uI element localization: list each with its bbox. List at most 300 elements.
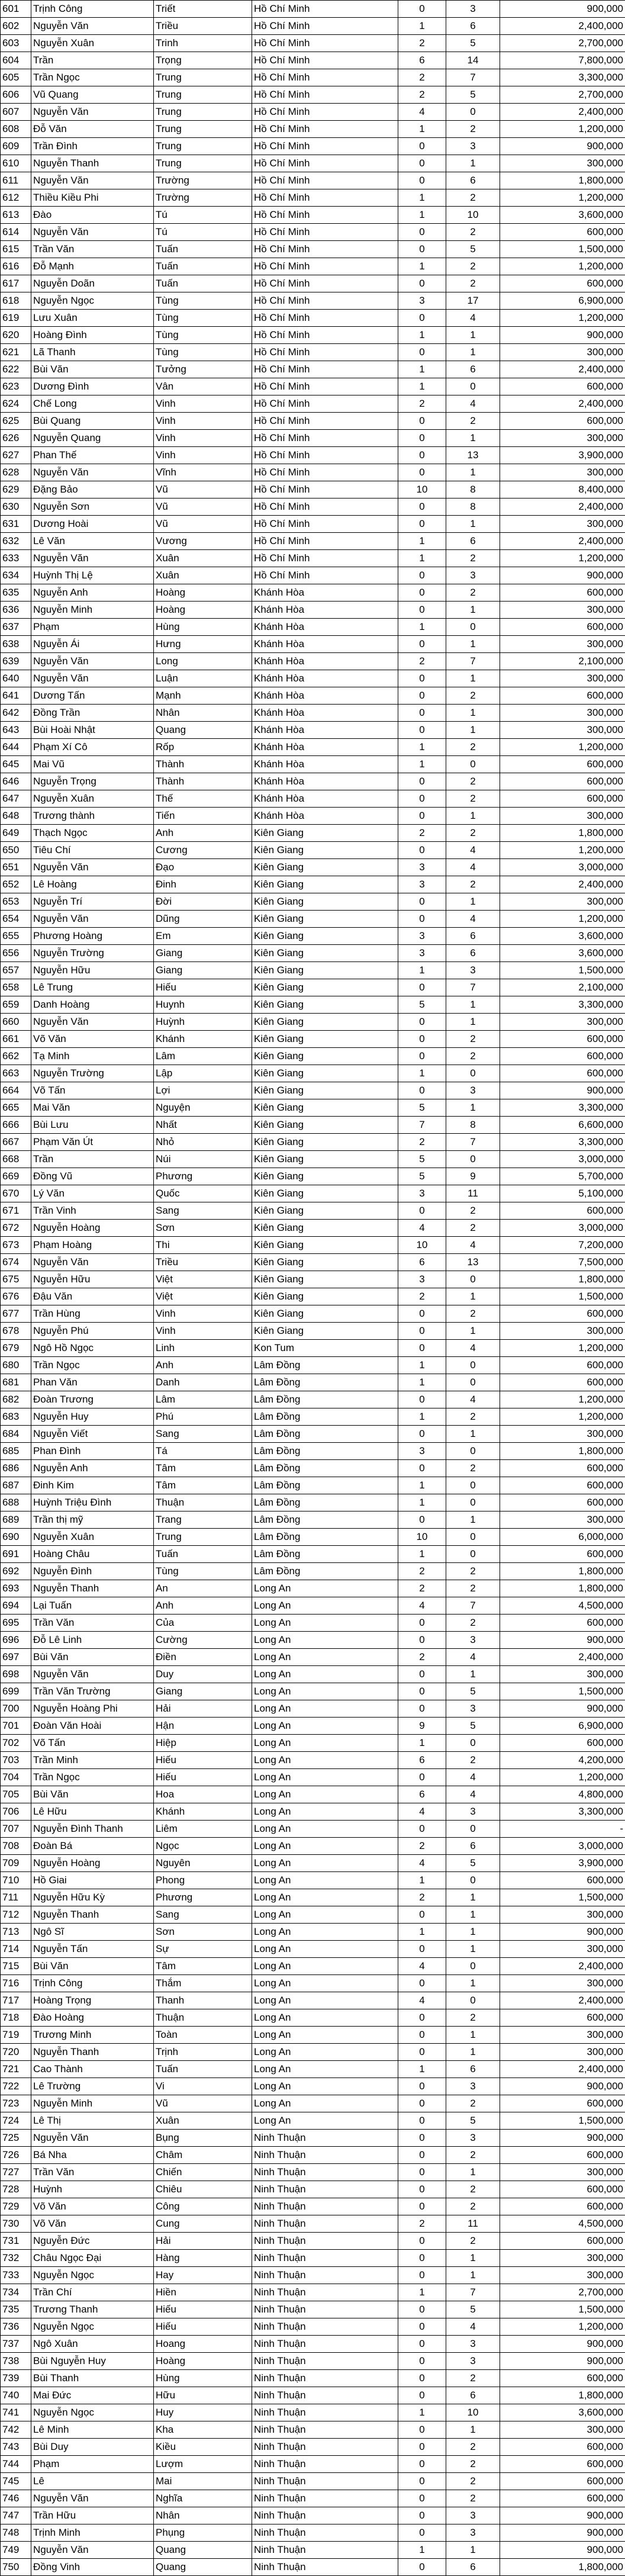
last-name-cell[interactable]: Đoàn Bá [31, 1838, 154, 1855]
count-b-cell[interactable]: 2 [446, 2439, 500, 2456]
count-a-cell[interactable]: 0 [398, 2027, 446, 2044]
first-name-cell[interactable]: Quốc [154, 1185, 252, 1202]
row-number-cell[interactable]: 606 [1, 86, 31, 104]
count-a-cell[interactable]: 6 [398, 1752, 446, 1769]
row-number-cell[interactable]: 607 [1, 104, 31, 121]
row-number-cell[interactable]: 730 [1, 2215, 31, 2233]
count-b-cell[interactable]: 0 [446, 1529, 500, 1546]
row-number-cell[interactable]: 653 [1, 893, 31, 911]
count-b-cell[interactable]: 1 [446, 1975, 500, 1992]
count-a-cell[interactable]: 1 [398, 1546, 446, 1563]
last-name-cell[interactable]: Lê Hữu [31, 1803, 154, 1821]
count-a-cell[interactable]: 0 [398, 310, 446, 327]
row-number-cell[interactable]: 669 [1, 1168, 31, 1185]
amount-cell[interactable]: 2,400,000 [500, 1649, 625, 1666]
amount-cell[interactable]: 2,100,000 [500, 979, 625, 996]
last-name-cell[interactable]: Nguyễn Đức [31, 2233, 154, 2250]
row-number-cell[interactable]: 690 [1, 1529, 31, 1546]
first-name-cell[interactable]: Kha [154, 2421, 252, 2439]
amount-cell[interactable]: 6,600,000 [500, 1117, 625, 1134]
row-number-cell[interactable]: 732 [1, 2250, 31, 2267]
first-name-cell[interactable]: Trang [154, 1511, 252, 1529]
row-number-cell[interactable]: 735 [1, 2301, 31, 2318]
count-b-cell[interactable]: 2 [446, 2456, 500, 2473]
count-a-cell[interactable]: 0 [398, 911, 446, 928]
first-name-cell[interactable]: Đời [154, 893, 252, 911]
province-cell[interactable]: Kiên Giang [252, 1151, 398, 1168]
count-b-cell[interactable]: 0 [446, 1494, 500, 1511]
last-name-cell[interactable]: Nguyễn Xuân [31, 35, 154, 52]
count-b-cell[interactable]: 11 [446, 1185, 500, 1202]
count-a-cell[interactable]: 0 [398, 464, 446, 481]
amount-cell[interactable]: 3,900,000 [500, 447, 625, 464]
first-name-cell[interactable]: Giang [154, 1683, 252, 1700]
count-a-cell[interactable]: 0 [398, 2456, 446, 2473]
last-name-cell[interactable]: Phạm [31, 619, 154, 636]
last-name-cell[interactable]: Bùi Nguyễn Huy [31, 2353, 154, 2370]
count-a-cell[interactable]: 0 [398, 1391, 446, 1408]
count-a-cell[interactable]: 4 [398, 1958, 446, 1975]
count-a-cell[interactable]: 3 [398, 292, 446, 310]
last-name-cell[interactable]: Nguyễn Văn [31, 18, 154, 35]
count-b-cell[interactable]: 1 [446, 1941, 500, 1958]
row-number-cell[interactable]: 685 [1, 1443, 31, 1460]
row-number-cell[interactable]: 697 [1, 1649, 31, 1666]
first-name-cell[interactable]: Sang [154, 1202, 252, 1220]
count-b-cell[interactable]: 10 [446, 2404, 500, 2421]
amount-cell[interactable]: 4,500,000 [500, 2215, 625, 2233]
last-name-cell[interactable]: Phương Hoàng [31, 928, 154, 945]
amount-cell[interactable]: 900,000 [500, 327, 625, 344]
province-cell[interactable]: Ninh Thuận [252, 2147, 398, 2164]
first-name-cell[interactable]: Quang [154, 2559, 252, 2576]
last-name-cell[interactable]: Trần thị mỹ [31, 1511, 154, 1529]
row-number-cell[interactable]: 615 [1, 241, 31, 258]
province-cell[interactable]: Ninh Thuận [252, 2370, 398, 2387]
amount-cell[interactable]: 1,200,000 [500, 1408, 625, 1426]
province-cell[interactable]: Long An [252, 1838, 398, 1855]
count-b-cell[interactable]: 6 [446, 533, 500, 550]
last-name-cell[interactable]: Đậu Văn [31, 1288, 154, 1305]
row-number-cell[interactable]: 657 [1, 962, 31, 979]
first-name-cell[interactable]: Ngọc [154, 1838, 252, 1855]
count-b-cell[interactable]: 1 [446, 2421, 500, 2439]
province-cell[interactable]: Ninh Thuận [252, 2387, 398, 2404]
province-cell[interactable]: Hồ Chí Minh [252, 172, 398, 189]
last-name-cell[interactable]: Trần Văn [31, 2164, 154, 2181]
amount-cell[interactable]: 600,000 [500, 2490, 625, 2507]
amount-cell[interactable]: 300,000 [500, 670, 625, 687]
province-cell[interactable]: Kiên Giang [252, 1048, 398, 1065]
count-b-cell[interactable]: 1 [446, 893, 500, 911]
first-name-cell[interactable]: Tùng [154, 310, 252, 327]
amount-cell[interactable]: 600,000 [500, 619, 625, 636]
count-b-cell[interactable]: 1 [446, 430, 500, 447]
count-b-cell[interactable]: 1 [446, 516, 500, 533]
count-b-cell[interactable]: 4 [446, 310, 500, 327]
row-number-cell[interactable]: 700 [1, 1700, 31, 1718]
last-name-cell[interactable]: Nguyễn Ngọc [31, 2267, 154, 2284]
row-number-cell[interactable]: 679 [1, 1340, 31, 1357]
last-name-cell[interactable]: Lưu Xuân [31, 310, 154, 327]
count-b-cell[interactable]: 3 [446, 1700, 500, 1718]
amount-cell[interactable]: 600,000 [500, 1031, 625, 1048]
province-cell[interactable]: Lâm Đồng [252, 1443, 398, 1460]
count-b-cell[interactable]: 2 [446, 224, 500, 241]
province-cell[interactable]: Kiên Giang [252, 979, 398, 996]
province-cell[interactable]: Khánh Hòa [252, 722, 398, 739]
count-a-cell[interactable]: 0 [398, 499, 446, 516]
row-number-cell[interactable]: 717 [1, 1992, 31, 2009]
row-number-cell[interactable]: 739 [1, 2370, 31, 2387]
row-number-cell[interactable]: 608 [1, 121, 31, 138]
first-name-cell[interactable]: Vĩnh [154, 464, 252, 481]
row-number-cell[interactable]: 750 [1, 2559, 31, 2576]
amount-cell[interactable]: 3,300,000 [500, 996, 625, 1014]
amount-cell[interactable]: 600,000 [500, 584, 625, 602]
first-name-cell[interactable]: Vũ [154, 481, 252, 499]
amount-cell[interactable]: 1,200,000 [500, 1769, 625, 1786]
row-number-cell[interactable]: 680 [1, 1357, 31, 1374]
count-b-cell[interactable]: 0 [446, 1271, 500, 1288]
province-cell[interactable]: Kiên Giang [252, 1254, 398, 1271]
last-name-cell[interactable]: Nguyễn Tấn [31, 1941, 154, 1958]
count-b-cell[interactable]: 2 [446, 550, 500, 567]
amount-cell[interactable]: 2,700,000 [500, 2284, 625, 2301]
count-b-cell[interactable]: 2 [446, 1615, 500, 1632]
count-a-cell[interactable]: 0 [398, 1975, 446, 1992]
province-cell[interactable]: Lâm Đồng [252, 1408, 398, 1426]
count-b-cell[interactable]: 1 [446, 2250, 500, 2267]
last-name-cell[interactable]: Nguyễn Đình Thanh [31, 1821, 154, 1838]
row-number-cell[interactable]: 716 [1, 1975, 31, 1992]
province-cell[interactable]: Hồ Chí Minh [252, 344, 398, 361]
last-name-cell[interactable]: Trần [31, 52, 154, 69]
row-number-cell[interactable]: 660 [1, 1014, 31, 1031]
count-b-cell[interactable]: 1 [446, 636, 500, 653]
amount-cell[interactable]: 1,500,000 [500, 1683, 625, 1700]
count-a-cell[interactable]: 1 [398, 1735, 446, 1752]
province-cell[interactable]: Hồ Chí Minh [252, 104, 398, 121]
province-cell[interactable]: Ninh Thuận [252, 2524, 398, 2542]
province-cell[interactable]: Lâm Đồng [252, 1563, 398, 1580]
row-number-cell[interactable]: 709 [1, 1855, 31, 1872]
last-name-cell[interactable]: Bùi Hoài Nhật [31, 722, 154, 739]
count-b-cell[interactable]: 1 [446, 722, 500, 739]
count-a-cell[interactable]: 0 [398, 1082, 446, 1099]
amount-cell[interactable]: 300,000 [500, 2164, 625, 2181]
first-name-cell[interactable]: Việt [154, 1288, 252, 1305]
count-b-cell[interactable]: 0 [446, 1357, 500, 1374]
first-name-cell[interactable]: Sang [154, 1426, 252, 1443]
count-a-cell[interactable]: 0 [398, 687, 446, 705]
count-a-cell[interactable]: 0 [398, 2078, 446, 2095]
province-cell[interactable]: Ninh Thuận [252, 2233, 398, 2250]
count-b-cell[interactable]: 3 [446, 2078, 500, 2095]
count-a-cell[interactable]: 0 [398, 1700, 446, 1718]
row-number-cell[interactable]: 626 [1, 430, 31, 447]
amount-cell[interactable]: 600,000 [500, 790, 625, 808]
count-b-cell[interactable]: 2 [446, 790, 500, 808]
last-name-cell[interactable]: Nguyễn Anh [31, 584, 154, 602]
row-number-cell[interactable]: 634 [1, 567, 31, 584]
count-b-cell[interactable]: 2 [446, 1563, 500, 1580]
first-name-cell[interactable]: Hiệp [154, 1735, 252, 1752]
first-name-cell[interactable]: Vương [154, 533, 252, 550]
last-name-cell[interactable]: Dương Tấn [31, 687, 154, 705]
first-name-cell[interactable]: Linh [154, 1340, 252, 1357]
amount-cell[interactable]: 600,000 [500, 1374, 625, 1391]
province-cell[interactable]: Lâm Đồng [252, 1391, 398, 1408]
last-name-cell[interactable]: Bùi Văn [31, 1958, 154, 1975]
row-number-cell[interactable]: 674 [1, 1254, 31, 1271]
province-cell[interactable]: Hồ Chí Minh [252, 258, 398, 275]
row-number-cell[interactable]: 723 [1, 2095, 31, 2112]
amount-cell[interactable]: 900,000 [500, 1632, 625, 1649]
row-number-cell[interactable]: 707 [1, 1821, 31, 1838]
count-b-cell[interactable]: 7 [446, 1597, 500, 1615]
province-cell[interactable]: Long An [252, 2095, 398, 2112]
province-cell[interactable]: Long An [252, 1769, 398, 1786]
last-name-cell[interactable]: Nguyễn Trường [31, 945, 154, 962]
row-number-cell[interactable]: 740 [1, 2387, 31, 2404]
count-b-cell[interactable]: 7 [446, 979, 500, 996]
count-b-cell[interactable]: 0 [446, 1477, 500, 1494]
province-cell[interactable]: Ninh Thuận [252, 2421, 398, 2439]
province-cell[interactable]: Hồ Chí Minh [252, 241, 398, 258]
amount-cell[interactable]: 1,500,000 [500, 1288, 625, 1305]
row-number-cell[interactable]: 662 [1, 1048, 31, 1065]
amount-cell[interactable]: 1,200,000 [500, 550, 625, 567]
row-number-cell[interactable]: 681 [1, 1374, 31, 1391]
count-b-cell[interactable]: 1 [446, 808, 500, 825]
province-cell[interactable]: Kiên Giang [252, 1134, 398, 1151]
last-name-cell[interactable]: Nguyễn Sơn [31, 499, 154, 516]
count-a-cell[interactable]: 2 [398, 1889, 446, 1906]
count-b-cell[interactable]: 6 [446, 1838, 500, 1855]
amount-cell[interactable]: 300,000 [500, 2421, 625, 2439]
count-b-cell[interactable]: 3 [446, 2130, 500, 2147]
amount-cell[interactable]: 1,500,000 [500, 2301, 625, 2318]
row-number-cell[interactable]: 631 [1, 516, 31, 533]
last-name-cell[interactable]: Bùi Duy [31, 2439, 154, 2456]
amount-cell[interactable]: 1,200,000 [500, 842, 625, 859]
amount-cell[interactable]: 600,000 [500, 1494, 625, 1511]
row-number-cell[interactable]: 648 [1, 808, 31, 825]
province-cell[interactable]: Ninh Thuận [252, 2559, 398, 2576]
row-number-cell[interactable]: 749 [1, 2542, 31, 2559]
amount-cell[interactable]: 300,000 [500, 344, 625, 361]
last-name-cell[interactable]: Phan Văn [31, 1374, 154, 1391]
count-a-cell[interactable]: 0 [398, 2336, 446, 2353]
count-a-cell[interactable]: 0 [398, 1769, 446, 1786]
count-a-cell[interactable]: 9 [398, 1718, 446, 1735]
last-name-cell[interactable]: Đồng Trần [31, 705, 154, 722]
amount-cell[interactable]: 1,200,000 [500, 739, 625, 756]
count-a-cell[interactable]: 6 [398, 1254, 446, 1271]
count-b-cell[interactable]: 1 [446, 344, 500, 361]
count-a-cell[interactable]: 2 [398, 825, 446, 842]
last-name-cell[interactable]: Trịnh Công [31, 1, 154, 18]
count-b-cell[interactable]: 6 [446, 928, 500, 945]
amount-cell[interactable]: 300,000 [500, 602, 625, 619]
last-name-cell[interactable]: Nguyễn Ngọc [31, 2404, 154, 2421]
count-a-cell[interactable]: 0 [398, 808, 446, 825]
count-b-cell[interactable]: 1 [446, 1323, 500, 1340]
count-b-cell[interactable]: 2 [446, 2147, 500, 2164]
last-name-cell[interactable]: Nguyễn Văn [31, 653, 154, 670]
row-number-cell[interactable]: 629 [1, 481, 31, 499]
count-a-cell[interactable]: 3 [398, 945, 446, 962]
province-cell[interactable]: Ninh Thuận [252, 2353, 398, 2370]
amount-cell[interactable]: 2,400,000 [500, 533, 625, 550]
last-name-cell[interactable]: Trần Hữu [31, 2507, 154, 2524]
count-b-cell[interactable]: 7 [446, 653, 500, 670]
count-a-cell[interactable]: 0 [398, 2318, 446, 2336]
count-a-cell[interactable]: 1 [398, 258, 446, 275]
count-b-cell[interactable]: 0 [446, 619, 500, 636]
province-cell[interactable]: Ninh Thuận [252, 2336, 398, 2353]
count-b-cell[interactable]: 4 [446, 1786, 500, 1803]
first-name-cell[interactable]: Lợi [154, 1082, 252, 1099]
count-b-cell[interactable]: 2 [446, 2473, 500, 2490]
last-name-cell[interactable]: Ngô Sĩ [31, 1924, 154, 1941]
first-name-cell[interactable]: Dũng [154, 911, 252, 928]
row-number-cell[interactable]: 650 [1, 842, 31, 859]
first-name-cell[interactable]: Phụng [154, 2524, 252, 2542]
count-b-cell[interactable]: 1 [446, 2027, 500, 2044]
first-name-cell[interactable]: Nhỏ [154, 1134, 252, 1151]
row-number-cell[interactable]: 644 [1, 739, 31, 756]
first-name-cell[interactable]: Hiếu [154, 1769, 252, 1786]
count-a-cell[interactable]: 0 [398, 1031, 446, 1048]
last-name-cell[interactable]: Ngô Hồ Ngọc [31, 1340, 154, 1357]
first-name-cell[interactable]: Tâm [154, 1477, 252, 1494]
province-cell[interactable]: Lâm Đồng [252, 1494, 398, 1511]
count-b-cell[interactable]: 1 [446, 1288, 500, 1305]
amount-cell[interactable]: 600,000 [500, 2370, 625, 2387]
province-cell[interactable]: Long An [252, 2009, 398, 2027]
first-name-cell[interactable]: Vinh [154, 430, 252, 447]
first-name-cell[interactable]: Sang [154, 1906, 252, 1924]
count-b-cell[interactable]: 13 [446, 1254, 500, 1271]
count-b-cell[interactable]: 4 [446, 1769, 500, 1786]
row-number-cell[interactable]: 630 [1, 499, 31, 516]
province-cell[interactable]: Long An [252, 1752, 398, 1769]
first-name-cell[interactable]: Đinh [154, 876, 252, 893]
count-b-cell[interactable]: 3 [446, 1632, 500, 1649]
province-cell[interactable]: Khánh Hòa [252, 653, 398, 670]
first-name-cell[interactable]: An [154, 1580, 252, 1597]
count-a-cell[interactable]: 10 [398, 1529, 446, 1546]
count-b-cell[interactable]: 2 [446, 2370, 500, 2387]
amount-cell[interactable]: 300,000 [500, 2044, 625, 2061]
count-b-cell[interactable]: 7 [446, 2284, 500, 2301]
province-cell[interactable]: Kiên Giang [252, 911, 398, 928]
last-name-cell[interactable]: Võ Văn [31, 2198, 154, 2215]
first-name-cell[interactable]: Tuấn [154, 241, 252, 258]
province-cell[interactable]: Long An [252, 1718, 398, 1735]
amount-cell[interactable]: 300,000 [500, 155, 625, 172]
first-name-cell[interactable]: Phương [154, 1889, 252, 1906]
row-number-cell[interactable]: 699 [1, 1683, 31, 1700]
count-a-cell[interactable]: 0 [398, 1821, 446, 1838]
last-name-cell[interactable]: Đồng Vinh [31, 2559, 154, 2576]
first-name-cell[interactable]: Mạnh [154, 687, 252, 705]
count-a-cell[interactable]: 3 [398, 1185, 446, 1202]
province-cell[interactable]: Kiên Giang [252, 1220, 398, 1237]
first-name-cell[interactable]: Sơn [154, 1220, 252, 1237]
last-name-cell[interactable]: Huỳnh Thị Lệ [31, 567, 154, 584]
row-number-cell[interactable]: 613 [1, 207, 31, 224]
amount-cell[interactable]: 2,400,000 [500, 2061, 625, 2078]
last-name-cell[interactable]: Trần [31, 1151, 154, 1168]
count-b-cell[interactable]: 1 [446, 2542, 500, 2559]
last-name-cell[interactable]: Hồ Giai [31, 1872, 154, 1889]
first-name-cell[interactable]: Lượm [154, 2456, 252, 2473]
first-name-cell[interactable]: Toàn [154, 2027, 252, 2044]
province-cell[interactable]: Hồ Chí Minh [252, 52, 398, 69]
count-b-cell[interactable]: 5 [446, 86, 500, 104]
row-number-cell[interactable]: 637 [1, 619, 31, 636]
count-b-cell[interactable]: 0 [446, 1872, 500, 1889]
province-cell[interactable]: Hồ Chí Minh [252, 207, 398, 224]
row-number-cell[interactable]: 624 [1, 395, 31, 413]
amount-cell[interactable]: 600,000 [500, 2095, 625, 2112]
count-b-cell[interactable]: 2 [446, 584, 500, 602]
count-a-cell[interactable]: 1 [398, 1924, 446, 1941]
count-b-cell[interactable]: 3 [446, 962, 500, 979]
count-b-cell[interactable]: 8 [446, 481, 500, 499]
amount-cell[interactable]: 3,600,000 [500, 945, 625, 962]
province-cell[interactable]: Long An [252, 1786, 398, 1803]
province-cell[interactable]: Khánh Hòa [252, 670, 398, 687]
province-cell[interactable]: Long An [252, 1580, 398, 1597]
last-name-cell[interactable]: Châu Ngọc Đại [31, 2250, 154, 2267]
amount-cell[interactable]: 300,000 [500, 1511, 625, 1529]
first-name-cell[interactable]: Trọng [154, 52, 252, 69]
province-cell[interactable]: Long An [252, 1872, 398, 1889]
amount-cell[interactable]: 600,000 [500, 1202, 625, 1220]
count-a-cell[interactable]: 4 [398, 1992, 446, 2009]
row-number-cell[interactable]: 636 [1, 602, 31, 619]
row-number-cell[interactable]: 670 [1, 1185, 31, 1202]
province-cell[interactable]: Ninh Thuận [252, 2404, 398, 2421]
row-number-cell[interactable]: 688 [1, 1494, 31, 1511]
first-name-cell[interactable]: Trung [154, 155, 252, 172]
count-a-cell[interactable]: 0 [398, 2009, 446, 2027]
province-cell[interactable]: Long An [252, 1906, 398, 1924]
amount-cell[interactable]: 600,000 [500, 687, 625, 705]
province-cell[interactable]: Kiên Giang [252, 1031, 398, 1048]
amount-cell[interactable]: 300,000 [500, 636, 625, 653]
last-name-cell[interactable]: Đoàn Văn Hoài [31, 1718, 154, 1735]
count-b-cell[interactable]: 3 [446, 1, 500, 18]
row-number-cell[interactable]: 741 [1, 2404, 31, 2421]
count-a-cell[interactable]: 2 [398, 2215, 446, 2233]
amount-cell[interactable]: 600,000 [500, 1305, 625, 1323]
province-cell[interactable]: Lâm Đồng [252, 1477, 398, 1494]
province-cell[interactable]: Long An [252, 1683, 398, 1700]
row-number-cell[interactable]: 633 [1, 550, 31, 567]
amount-cell[interactable]: 300,000 [500, 722, 625, 739]
province-cell[interactable]: Khánh Hòa [252, 756, 398, 773]
count-a-cell[interactable]: 0 [398, 2439, 446, 2456]
count-b-cell[interactable]: 10 [446, 207, 500, 224]
row-number-cell[interactable]: 604 [1, 52, 31, 69]
last-name-cell[interactable]: Phạm Hoàng [31, 1237, 154, 1254]
count-a-cell[interactable]: 0 [398, 602, 446, 619]
